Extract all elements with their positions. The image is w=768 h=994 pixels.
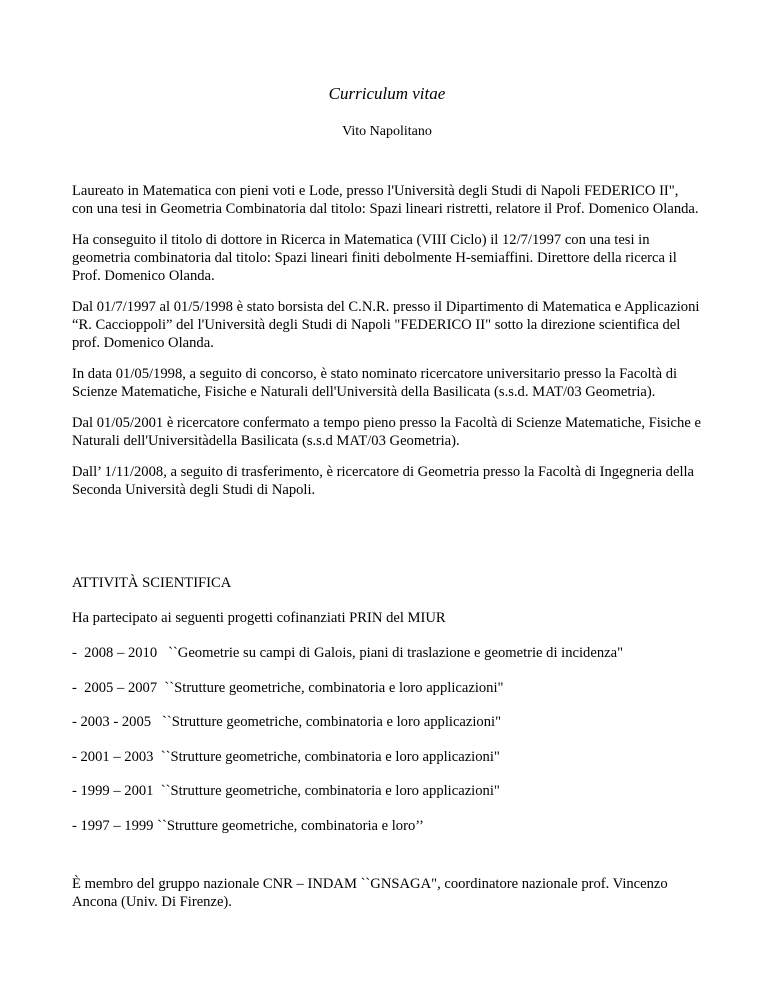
project-item: - 2001 – 2003 ``Strutture geometriche, combinatoria e loro applicazioni" [72, 748, 500, 765]
document-title: Curriculum vitae [328, 84, 446, 103]
projects-intro: Ha partecipato ai seguenti progetti cofinanziati PRIN del MIUR [72, 610, 446, 626]
paragraph-transfer: Dall’ 1/11/2008, a seguito di trasferimento, è ricercatore di Geometria presso la Facoltà di Ingegneria della Seconda Università degli Studi di Napoli. [72, 464, 695, 498]
paragraph-researcher-appointment: In data 01/05/1998, a seguito di concorso, è stato nominato ricercatore universitario presso la Facoltà di Scienze Matematiche, Fisiche e Naturali dell'Università della Basilicata (s.s.d. MAT/03 Geometria). [72, 366, 678, 400]
paragraph-fellowship: Dal 01/7/1997 al 01/5/1998 è stato borsista del C.N.R. presso il Dipartimento di Matematica e Applicazioni “R. Caccioppoli” del l'Università degli Studi di Napoli "FEDERICO II" sotto la direzione scientifica del prof. Domenico Olanda. [72, 299, 700, 351]
paragraph-degree: Laureato in Matematica con pieni voti e Lode, presso l'Università degli Studi di Napoli FEDERICO II", con una tesi in Geometria Combinatoria dal titolo: Spazi lineari ristretti, relatore il Prof. Domenico Olanda. [72, 183, 699, 217]
author-name: Vito Napolitano [342, 124, 432, 139]
biography-section [72, 182, 702, 512]
project-item: - 2005 – 2007 ``Strutture geometriche, combinatoria e loro applicazioni" [72, 679, 504, 696]
membership-paragraph: È membro del gruppo nazionale CNR – INDAM ``GNSAGA", coordinatore nazionale prof. Vincenzo Ancona (Univ. Di Firenze). [72, 876, 668, 910]
project-item: - 1997 – 1999 ``Strutture geometriche, combinatoria e loro’’ [72, 817, 424, 834]
project-item: - 2008 – 2010 ``Geometrie su campi di Galois, piani di traslazione e geometrie di incidenza" [72, 645, 624, 661]
projects-list [72, 644, 702, 852]
paragraph-confirmed-researcher: Dal 01/05/2001 è ricercatore confermato a tempo pieno presso la Facoltà di Scienze Matematiche, Fisiche e Naturali dell'Universitàdella Basilicata (s.s.d MAT/03 Geometria). [72, 415, 701, 449]
paragraph-phd: Ha conseguito il titolo di dottore in Ricerca in Matematica (VIII Ciclo) il 12/7/1997 con una tesi in geometria combinatoria dal titolo: Spazi lineari finiti debolmente H-semiaffini. Direttore della ricerca il Prof. Domenico Olanda. [72, 232, 677, 284]
section-heading-scientific-activity: ATTIVITÀ SCIENTIFICA [72, 575, 232, 591]
project-item: - 1999 – 2001 ``Strutture geometriche, combinatoria e loro applicazioni" [72, 783, 500, 800]
project-item: - 2003 - 2005 ``Strutture geometriche, combinatoria e loro applicazioni" [72, 714, 502, 731]
